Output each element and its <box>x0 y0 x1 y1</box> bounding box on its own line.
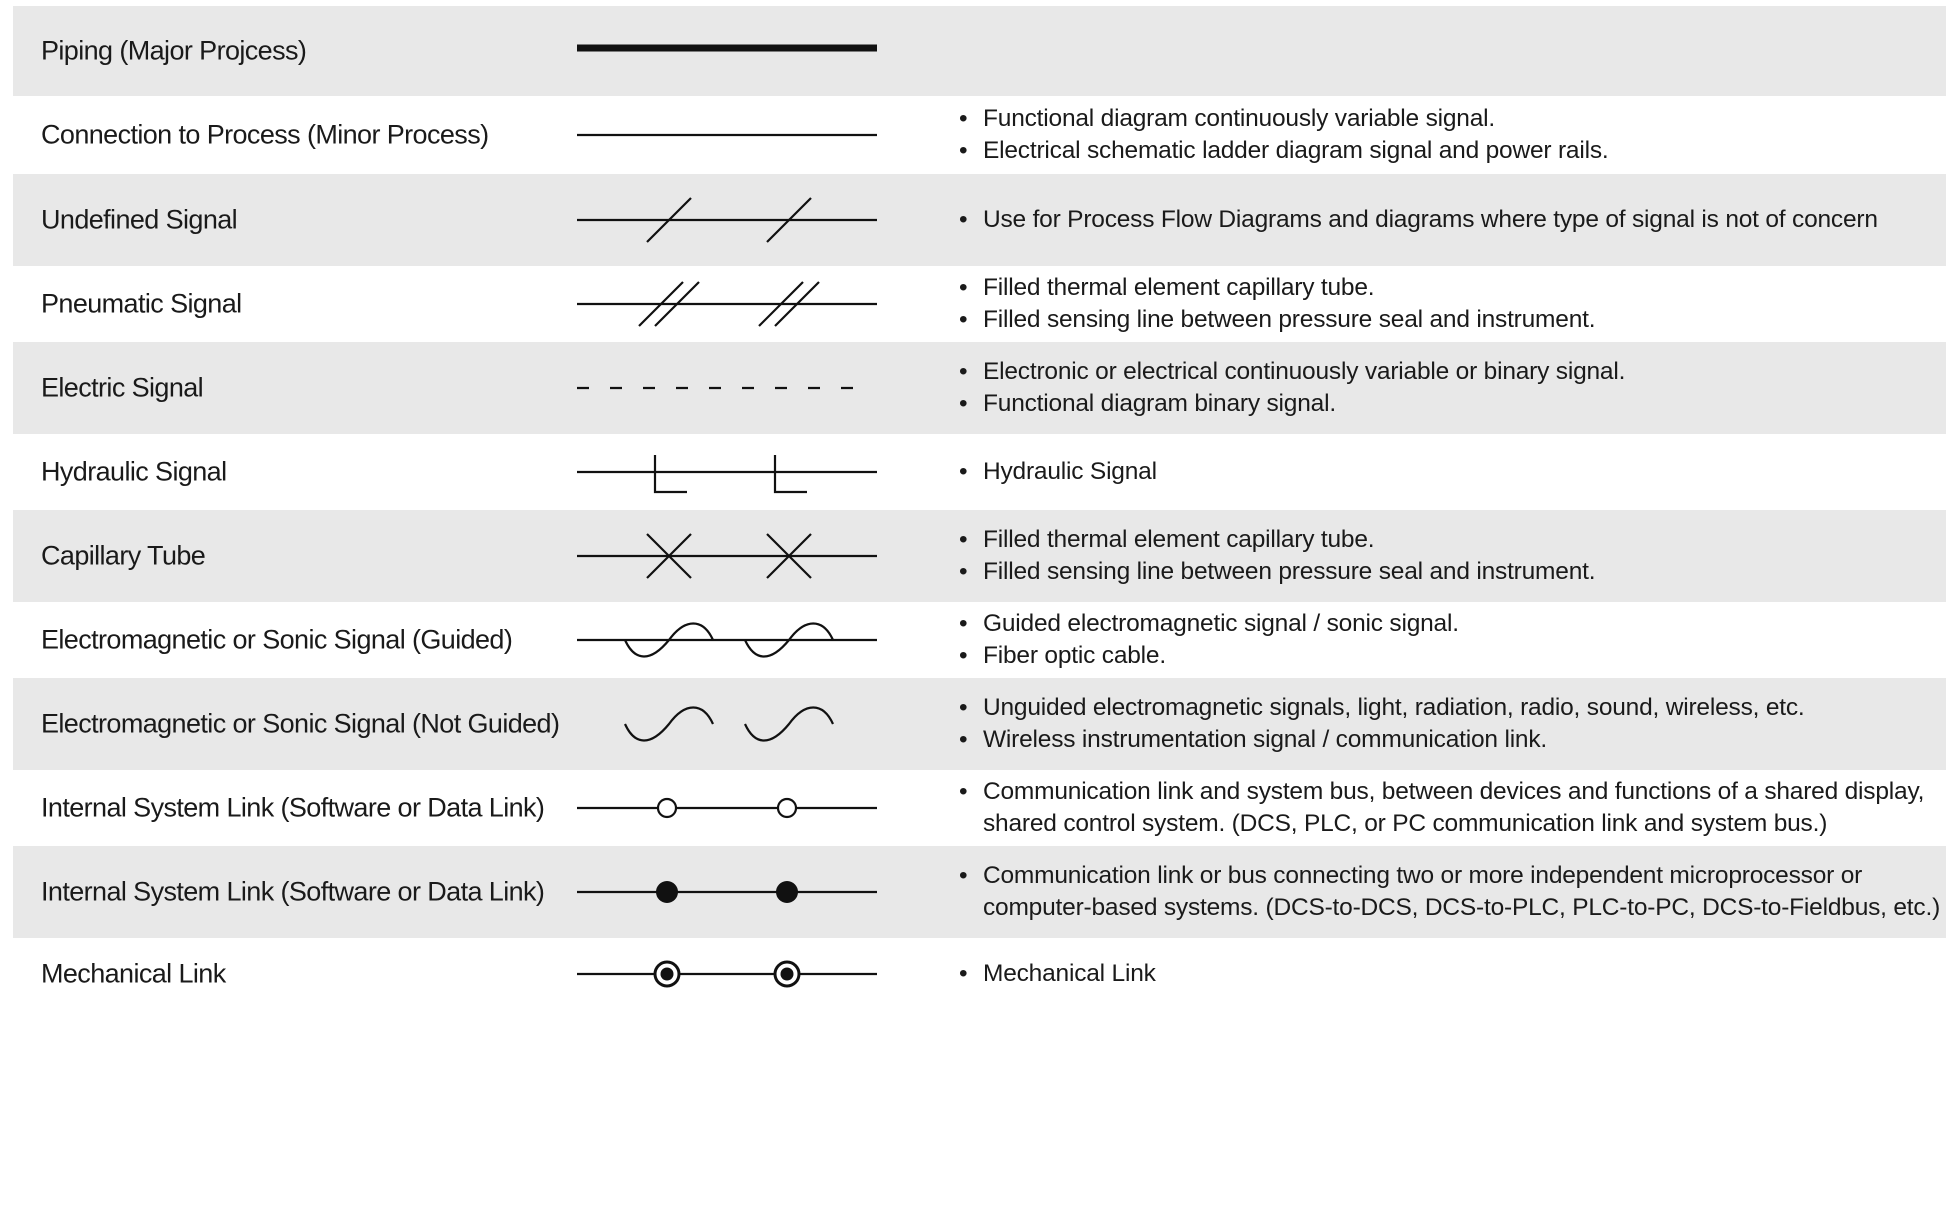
data-link-filled-line-icon <box>577 852 877 932</box>
line-type-label: Electromagnetic or Sonic Signal (Guided) <box>41 624 513 655</box>
usage-note: • Electronic or electrical continuously variable or binary signal. <box>959 356 1625 388</box>
legend-row <box>13 846 1946 938</box>
usage-note: • Filled sensing line between pressure seal and instrument. <box>959 304 1595 336</box>
line-type-label: Piping (Major Projcess) <box>41 35 307 66</box>
usage-notes <box>959 692 1805 756</box>
symbol-stroke <box>745 708 833 741</box>
usage-notes <box>959 608 1459 672</box>
line-type-label: Pneumatic Signal <box>41 288 242 319</box>
symbol-stroke <box>776 881 798 903</box>
usage-note: • Wireless instrumentation signal / communication link. <box>959 724 1805 756</box>
legend-row <box>13 96 1946 174</box>
usage-note: • Use for Process Flow Diagrams and diagrams where type of signal is not of concern <box>959 204 1878 236</box>
line-type-label: Mechanical Link <box>41 958 226 988</box>
line-type-label: Hydraulic Signal <box>41 456 227 487</box>
symbol-stroke <box>625 708 713 741</box>
software-link-line-icon <box>577 768 877 848</box>
usage-notes <box>959 103 1609 167</box>
legend-row <box>13 342 1946 434</box>
line-type-label: Capillary Tube <box>41 540 206 571</box>
usage-notes <box>959 272 1595 336</box>
usage-notes <box>959 204 1878 236</box>
hydraulic-signal-line-icon <box>577 432 877 512</box>
usage-notes <box>959 958 1156 990</box>
symbol-stroke <box>778 799 796 817</box>
usage-note: • Electrical schematic ladder diagram signal and power rails. <box>959 135 1609 167</box>
symbol-stroke <box>655 455 687 492</box>
legend-row <box>13 6 1946 96</box>
legend-row <box>13 510 1946 602</box>
symbol-stroke <box>775 455 807 492</box>
symbol-stroke <box>661 967 674 980</box>
legend-row <box>13 602 1946 678</box>
usage-note: • Communication link or bus connecting two or more independent microprocessor or computer-based systems. (DCS-to-DCS, DCS-to-PLC, PLC-to-PC, DCS-to-Fieldbus, etc.) <box>959 860 1940 924</box>
usage-notes <box>959 524 1595 588</box>
process-connection-line-icon <box>577 95 877 175</box>
line-symbol-legend <box>13 6 1946 1009</box>
usage-note: • Functional diagram continuously variable signal. <box>959 103 1609 135</box>
mechanical-link-line-icon <box>577 934 877 1014</box>
guided-em-signal-line-icon <box>577 600 877 680</box>
usage-note: • Guided electromagnetic signal / sonic signal. <box>959 608 1459 640</box>
usage-note: • Hydraulic Signal <box>959 456 1157 488</box>
line-type-label: Internal System Link (Software or Data Link) <box>41 876 545 907</box>
legend-row <box>13 174 1946 266</box>
line-type-label: Electromagnetic or Sonic Signal (Not Guided) <box>41 708 560 739</box>
symbol-stroke <box>658 799 676 817</box>
usage-note: • Communication link and system bus, between devices and functions of a shared display, shared control system. (DCS, PLC, or PC communication link and system bus.) <box>959 776 1924 840</box>
line-type-label: Internal System Link (Software or Data Link) <box>41 792 545 823</box>
symbol-stroke <box>656 881 678 903</box>
usage-notes <box>959 776 1924 840</box>
usage-notes <box>959 860 1940 924</box>
legend-row <box>13 266 1946 342</box>
usage-notes <box>959 356 1625 420</box>
usage-note: • Functional diagram binary signal. <box>959 388 1625 420</box>
unguided-em-signal-line-icon <box>577 684 877 764</box>
piping-major-line-icon <box>577 11 877 91</box>
legend-row <box>13 938 1946 1009</box>
usage-note: • Filled thermal element capillary tube. <box>959 272 1595 304</box>
legend-row <box>13 770 1946 846</box>
line-type-label: Undefined Signal <box>41 204 238 235</box>
pneumatic-signal-line-icon <box>577 264 877 344</box>
undefined-signal-line-icon <box>577 180 877 260</box>
usage-note: • Filled thermal element capillary tube. <box>959 524 1595 556</box>
usage-note: • Fiber optic cable. <box>959 640 1459 672</box>
line-type-label: Electric Signal <box>41 372 204 403</box>
symbol-stroke <box>781 967 794 980</box>
usage-notes <box>959 456 1157 488</box>
usage-note: • Unguided electromagnetic signals, light, radiation, radio, sound, wireless, etc. <box>959 692 1805 724</box>
legend-row <box>13 678 1946 770</box>
capillary-tube-line-icon <box>577 516 877 596</box>
electric-signal-line-icon <box>577 348 877 428</box>
usage-note: • Filled sensing line between pressure seal and instrument. <box>959 556 1595 588</box>
usage-note: • Mechanical Link <box>959 958 1156 990</box>
line-type-label: Connection to Process (Minor Process) <box>41 119 489 150</box>
legend-row <box>13 434 1946 510</box>
